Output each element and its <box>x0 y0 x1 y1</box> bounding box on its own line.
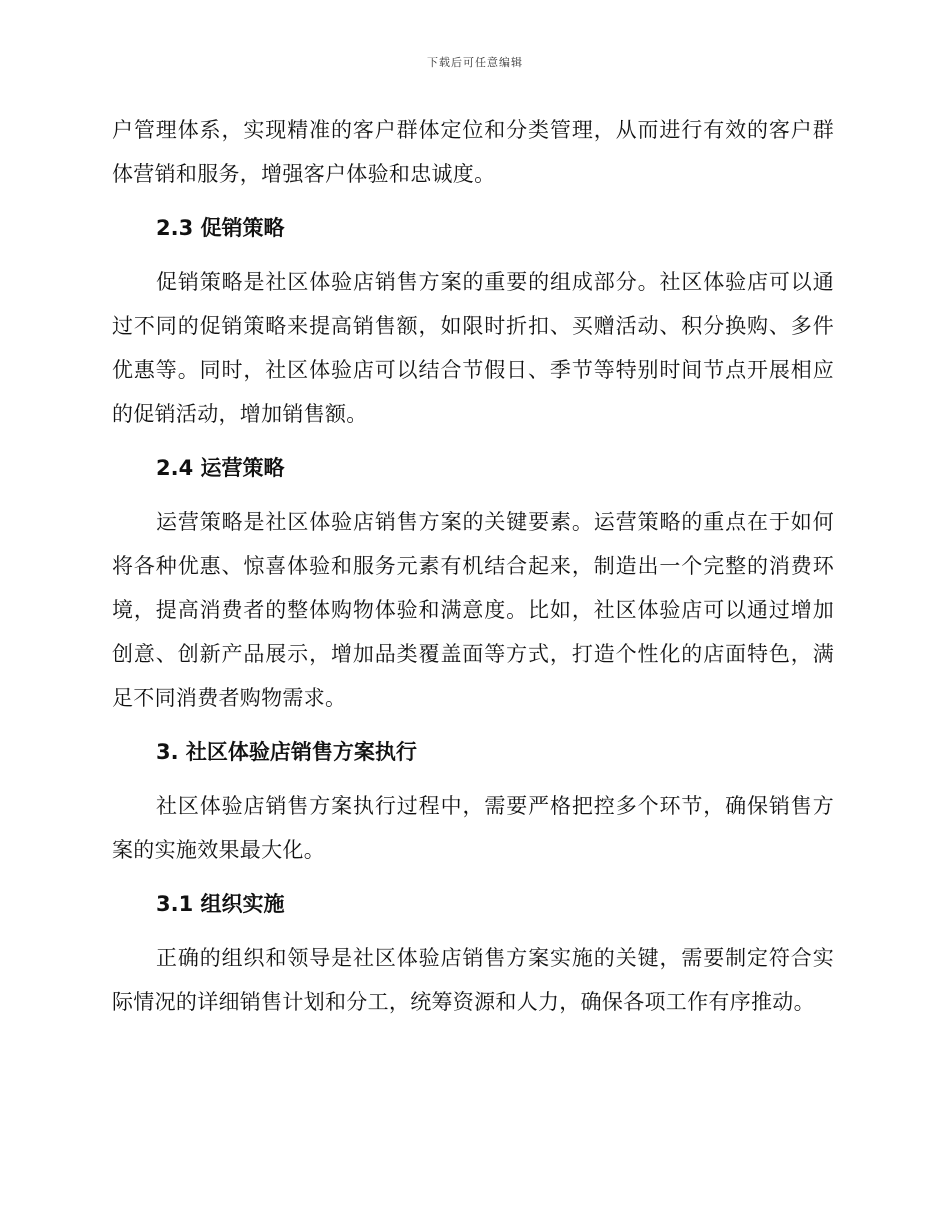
paragraph-customer-management: 户管理体系，实现精准的客户群体定位和分类管理，从而进行有效的客户群体营销和服务，增强客户体验和忠诚度。 <box>112 118 834 186</box>
document-body <box>112 108 834 1034</box>
paragraph-operation-strategy: 运营策略是社区体验店销售方案的关键要素。运营策略的重点在于如何将各种优惠、惊喜体验和服务元素有机结合起来，制造出一个完整的消费环境，提高消费者的整体购物体验和满意度。比如，社区体验店可以通过增加创意、创新产品展示，增加品类覆盖面等方式，打造个性化的店面特色，满足不同消费者购物需求。 <box>112 510 834 710</box>
paragraph-organization-implementation: 正确的组织和领导是社区体验店销售方案实施的关键，需要制定符合实际情况的详细销售计划和分工，统筹资源和人力，确保各项工作有序推动。 <box>112 946 834 1014</box>
heading-operation-strategy: 2.4 运营策略 <box>156 456 285 480</box>
heading-plan-execution: 3. 社区体验店销售方案执行 <box>156 740 417 764</box>
heading-organization-implementation: 3.1 组织实施 <box>156 892 285 916</box>
heading-promotion-strategy: 2.3 促销策略 <box>156 216 285 240</box>
paragraph-promotion-strategy: 促销策略是社区体验店销售方案的重要的组成部分。社区体验店可以通过不同的促销策略来提高销售额，如限时折扣、买赠活动、积分换购、多件优惠等。同时，社区体验店可以结合节假日、季节等特别时间节点开展相应的促销活动，增加销售额。 <box>112 270 834 426</box>
paragraph-plan-execution: 社区体验店销售方案执行过程中，需要严格把控多个环节，确保销售方案的实施效果最大化。 <box>112 794 834 862</box>
header-note: 下载后可任意编辑 <box>427 56 523 69</box>
